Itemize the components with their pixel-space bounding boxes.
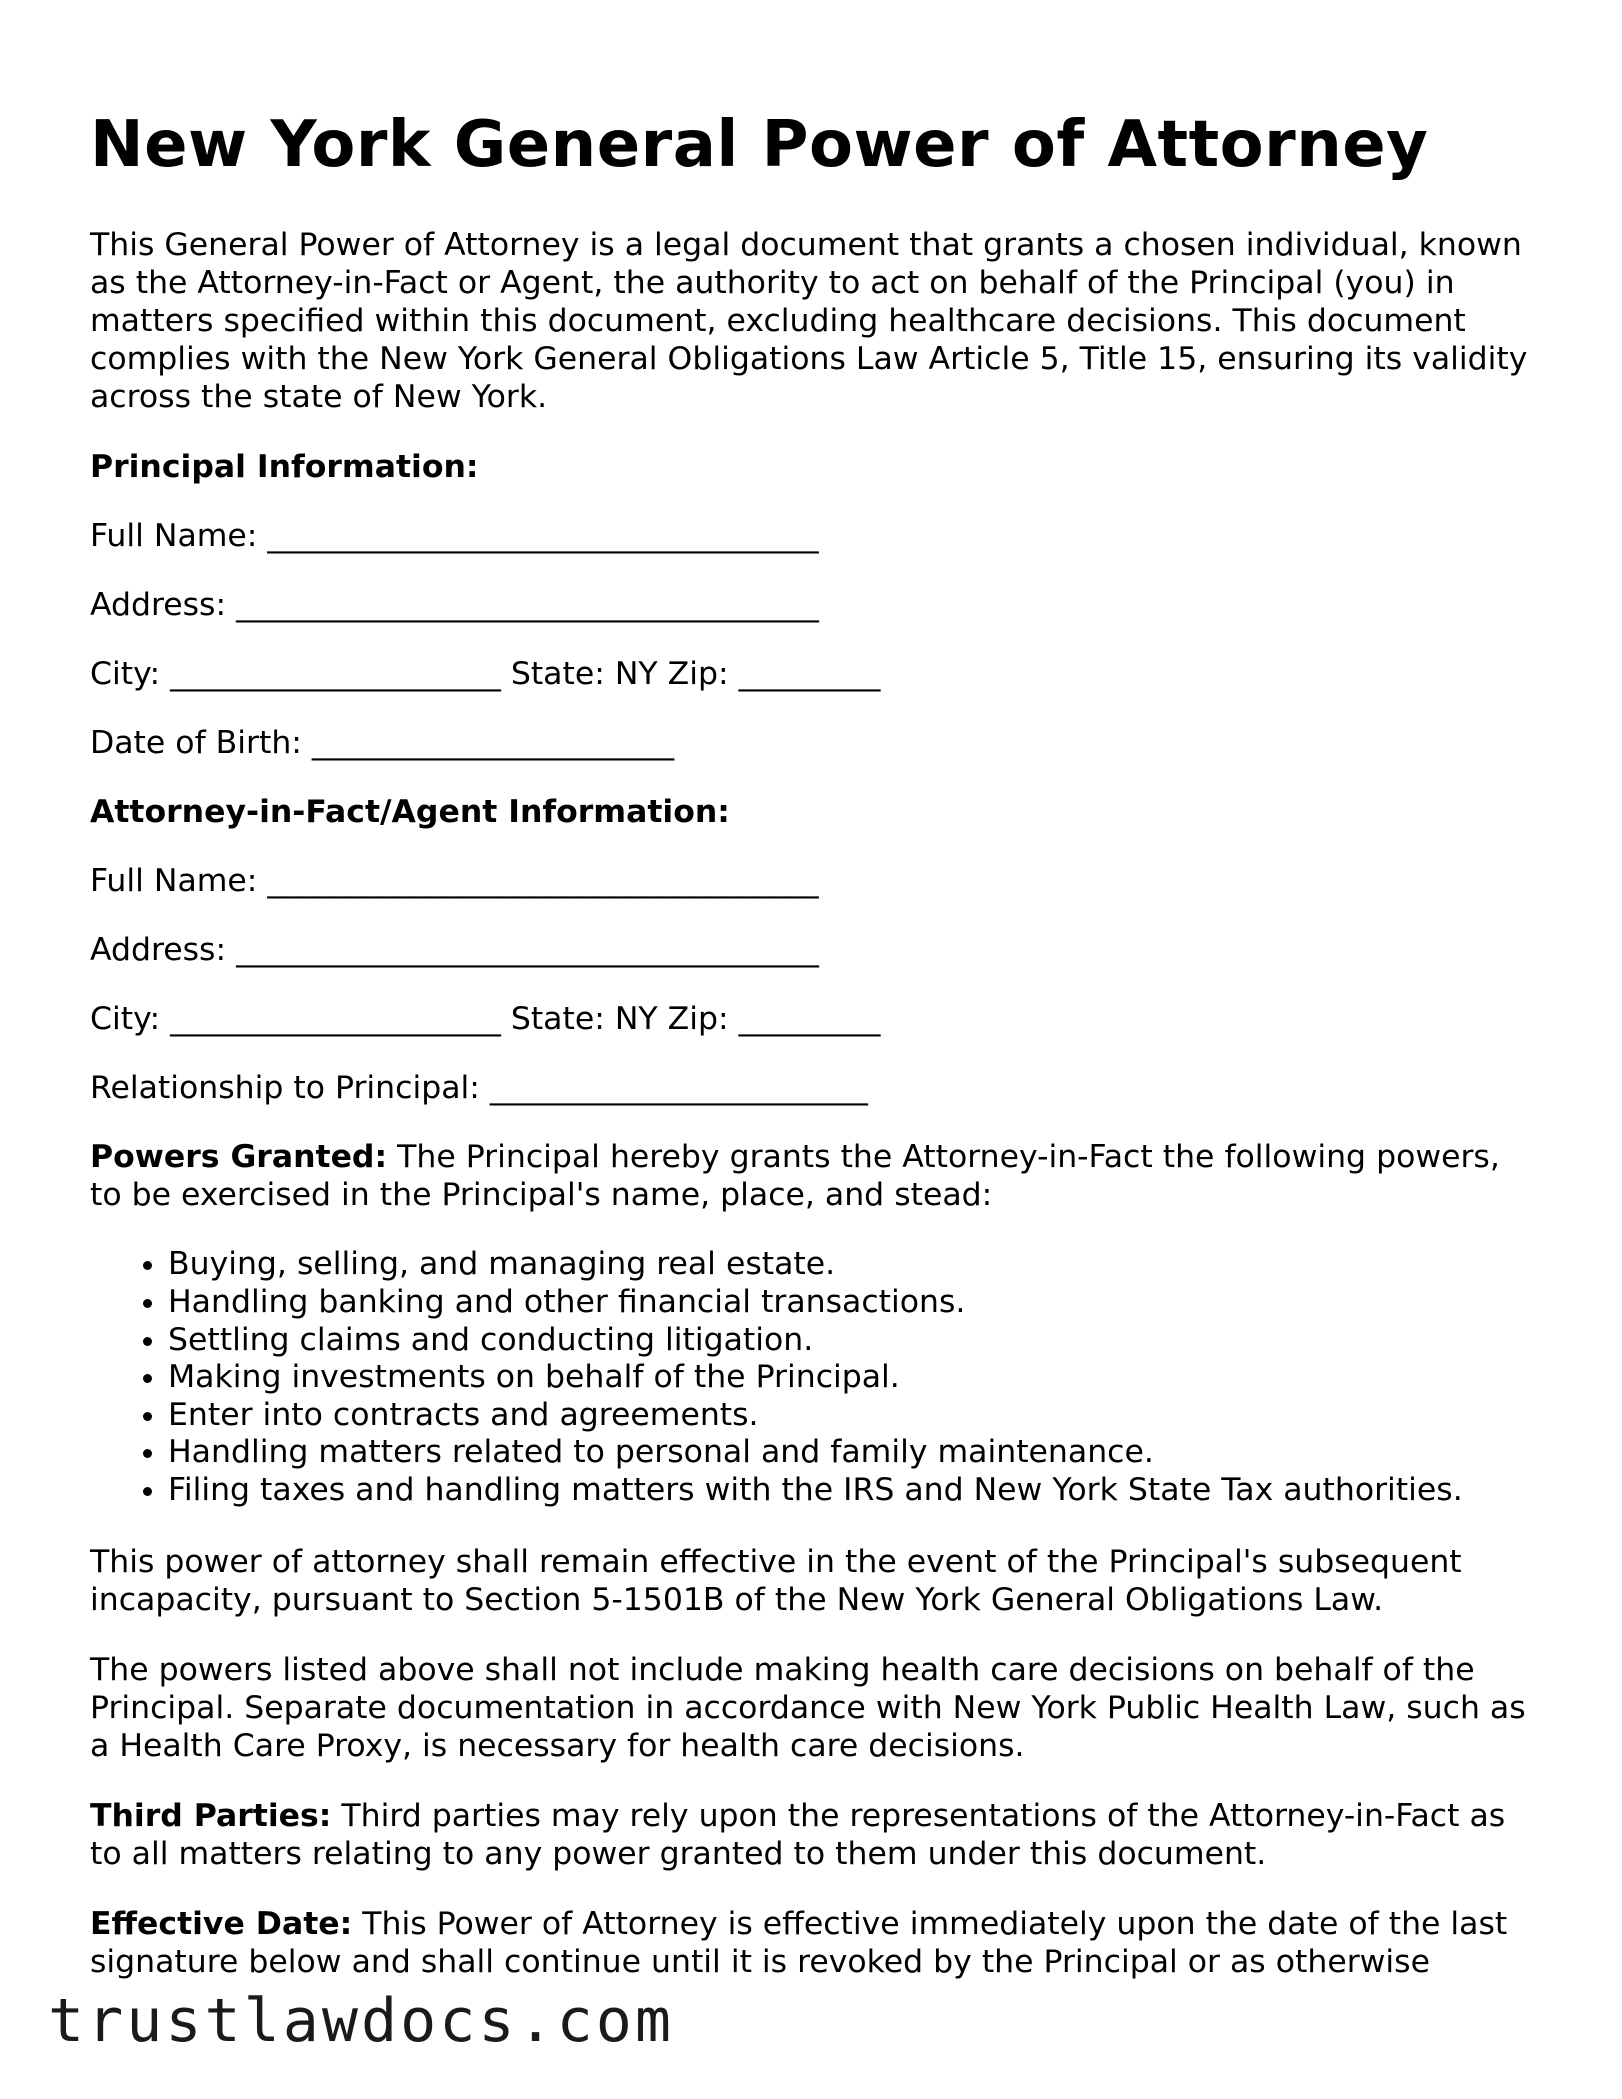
principal-dob-field[interactable]: Date of Birth: _______________________ [90, 725, 675, 762]
document-title: New York General Power of Attorney [90, 108, 1429, 182]
durability-paragraph: This power of attorney shall remain effective in the event of the Principal's subsequent incapacity, pursuant to Section 5-1501B of the New York General Obligations Law. [90, 1543, 1462, 1618]
effective-date-paragraph [90, 1905, 1530, 1981]
powers-granted-label: Powers Granted: [90, 1139, 388, 1176]
agent-full-name-field[interactable]: Full Name: ___________________________________ [90, 863, 819, 900]
third-parties-text: Third parties may rely upon the representations of the Attorney-in-Fact as to all matters relating to any power granted to them under this document. [90, 1797, 1506, 1872]
agent-address-field[interactable]: Address: _____________________________________ [90, 932, 819, 969]
list-item: • Handling banking and other financial transactions. [168, 1284, 1530, 1322]
principal-heading: Principal Information: [90, 449, 479, 486]
third-parties-paragraph [90, 1797, 1530, 1873]
intro-paragraph: This General Power of Attorney is a legal document that grants a chosen individual, known as the Attorney-in-Fact or Agent, the authority to act on behalf of the Principal (you) in matters specified within this document, excluding healthcare decisions. This document complies with the New York General Obligations Law Article 5, Title 15, ensuring its validity across the state of New York. [90, 227, 1528, 416]
principal-full-name-field[interactable]: Full Name: ___________________________________ [90, 518, 819, 555]
health-exclusion-paragraph: The powers listed above shall not include making health care decisions on behalf of the Principal. Separate documentation in accordance with New York Public Health Law, such as a Health Care Proxy, is necessary for health care decisions. [90, 1651, 1526, 1764]
effective-date-text: This Power of Attorney is effective immediately upon the date of the last signature below and shall continue until it is revoked by the Principal or as otherwise [90, 1905, 1508, 1980]
principal-city-state-zip-field[interactable]: City: _____________________ State: NY Zip: _________ [90, 656, 881, 693]
third-parties-label: Third Parties: [90, 1797, 332, 1834]
powers-list [90, 1246, 1530, 1509]
agent-heading: Attorney-in-Fact/Agent Information: [90, 794, 730, 831]
document-page [90, 110, 1530, 2013]
list-item: • Making investments on behalf of the Principal. [168, 1359, 1530, 1397]
list-item: • Enter into contracts and agreements. [168, 1397, 1530, 1435]
powers-granted-paragraph [90, 1138, 1530, 1214]
list-item: • Buying, selling, and managing real estate. [168, 1246, 1530, 1284]
list-item: • Settling claims and conducting litigation. [168, 1322, 1530, 1360]
powers-granted-text: The Principal hereby grants the Attorney-in-Fact the following powers, to be exercised in the Principal's name, place, and stead: [90, 1139, 1500, 1214]
agent-city-state-zip-field[interactable]: City: _____________________ State: NY Zip: _________ [90, 1001, 881, 1038]
list-item: • Filing taxes and handling matters with the IRS and New York State Tax authorities. [168, 1472, 1530, 1510]
watermark-text: trustlawdocs.com [48, 1988, 682, 2064]
agent-relationship-field[interactable]: Relationship to Principal: ________________________ [90, 1070, 868, 1107]
effective-date-label: Effective Date: [90, 1905, 353, 1942]
principal-address-field[interactable]: Address: _____________________________________ [90, 587, 819, 624]
list-item: • Handling matters related to personal and family maintenance. [168, 1434, 1530, 1472]
